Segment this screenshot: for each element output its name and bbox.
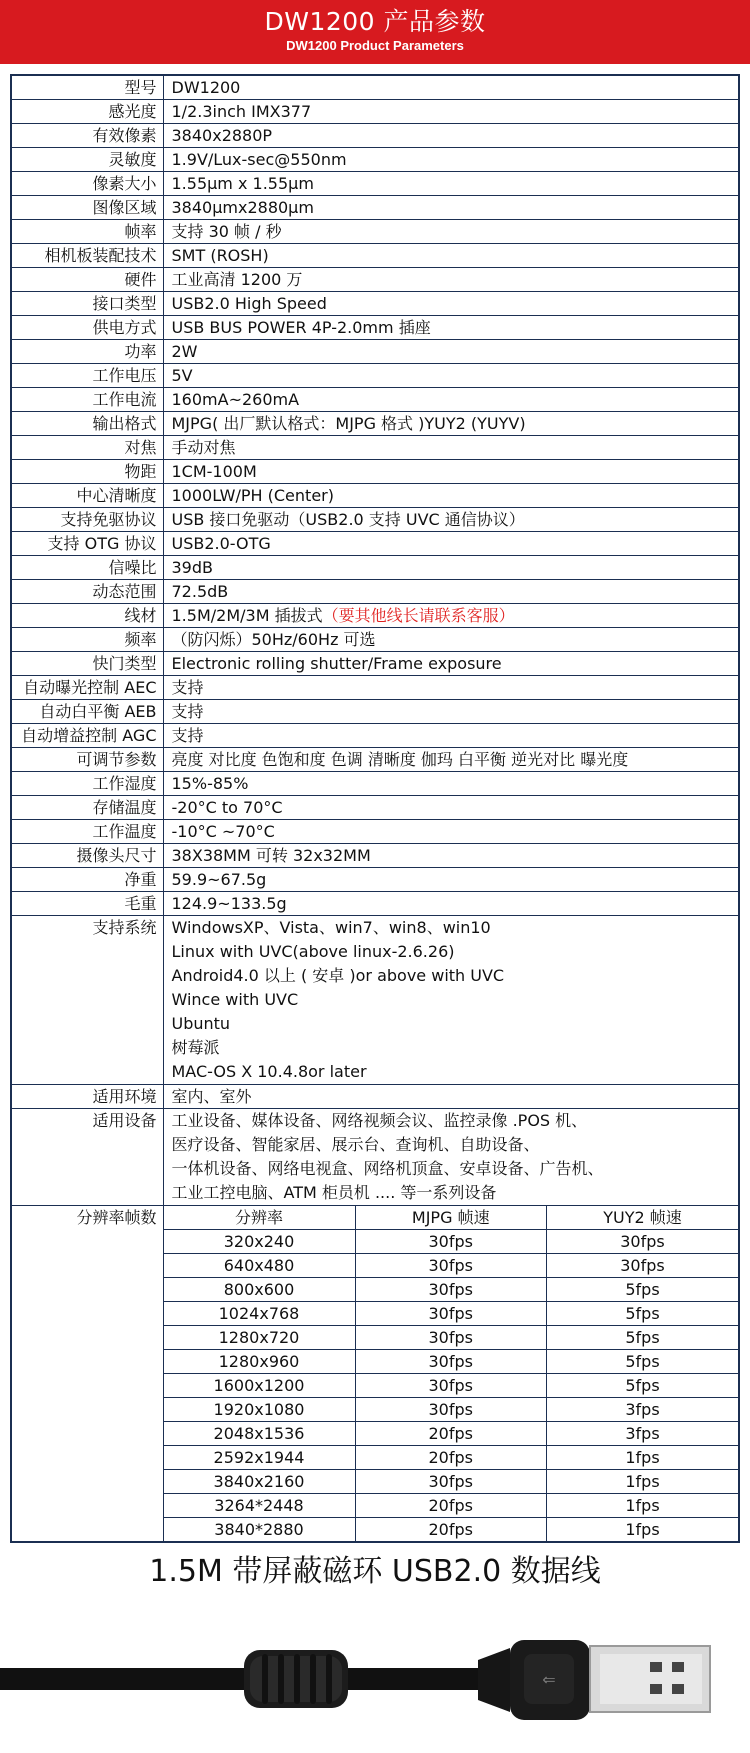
spec-label: 可调节参数 bbox=[11, 748, 163, 772]
resolution-cell: 20fps bbox=[355, 1494, 547, 1518]
spec-value: 3840x2880P bbox=[163, 124, 739, 148]
spec-value: Electronic rolling shutter/Frame exposure bbox=[163, 652, 739, 676]
spec-row bbox=[11, 844, 739, 868]
resolution-cell: 800x600 bbox=[164, 1278, 356, 1302]
resolution-cell: 30fps bbox=[355, 1326, 547, 1350]
spec-value: -20°C to 70°C bbox=[163, 796, 739, 820]
resolution-row bbox=[164, 1230, 739, 1254]
spec-value: 1.9V/Lux-sec@550nm bbox=[163, 148, 739, 172]
spec-value: 59.9~67.5g bbox=[163, 868, 739, 892]
spec-value: 1/2.3inch IMX377 bbox=[163, 100, 739, 124]
spec-value: USB2.0 High Speed bbox=[163, 292, 739, 316]
spec-label: 存储温度 bbox=[11, 796, 163, 820]
spec-label: 有效像素 bbox=[11, 124, 163, 148]
spec-value-line: MAC-OS X 10.4.8or later bbox=[171, 1062, 367, 1081]
spec-row bbox=[11, 628, 739, 652]
spec-row bbox=[11, 316, 739, 340]
wire-note: （要其他线长请联系客服） bbox=[322, 606, 515, 625]
spec-row bbox=[11, 556, 739, 580]
spec-label: 图像区域 bbox=[11, 196, 163, 220]
resolution-cell: 3840*2880 bbox=[164, 1518, 356, 1542]
spec-value-line: Wince with UVC bbox=[171, 990, 299, 1009]
spec-value-line: 医疗设备、智能家居、展示台、查询机、自助设备、 bbox=[171, 1135, 540, 1154]
resolution-row bbox=[164, 1350, 739, 1374]
spec-row bbox=[11, 508, 739, 532]
spec-row-systems bbox=[11, 916, 739, 1085]
spec-value: 亮度 对比度 色饱和度 色调 清晰度 伽玛 白平衡 逆光对比 曝光度 bbox=[163, 748, 739, 772]
spec-value: 124.9~133.5g bbox=[163, 892, 739, 916]
resolution-cell: 2048x1536 bbox=[164, 1422, 356, 1446]
spec-value: 手动对焦 bbox=[163, 436, 739, 460]
spec-label: 频率 bbox=[11, 628, 163, 652]
spec-value: 38X38MM 可转 32x32MM bbox=[163, 844, 739, 868]
spec-label: 动态范围 bbox=[11, 580, 163, 604]
resolution-row bbox=[164, 1398, 739, 1422]
spec-row bbox=[11, 868, 739, 892]
spec-value-line: Ubuntu bbox=[171, 1014, 231, 1033]
spec-value: 3840μmx2880μm bbox=[163, 196, 739, 220]
spec-row bbox=[11, 364, 739, 388]
spec-label: 信噪比 bbox=[11, 556, 163, 580]
spec-row bbox=[11, 388, 739, 412]
spec-row bbox=[11, 700, 739, 724]
spec-row bbox=[11, 436, 739, 460]
spec-value bbox=[163, 1109, 739, 1206]
spec-row bbox=[11, 172, 739, 196]
page-title: DW1200 产品参数 bbox=[264, 7, 486, 36]
svg-text:⇐: ⇐ bbox=[542, 1670, 556, 1689]
spec-row bbox=[11, 220, 739, 244]
spec-value: 15%-85% bbox=[163, 772, 739, 796]
spec-label: 输出格式 bbox=[11, 412, 163, 436]
spec-row bbox=[11, 532, 739, 556]
spec-value: 1000LW/PH (Center) bbox=[163, 484, 739, 508]
spec-label: 支持免驱协议 bbox=[11, 508, 163, 532]
resolution-row bbox=[164, 1278, 739, 1302]
resolution-cell: 30fps bbox=[355, 1278, 547, 1302]
spec-label: 工作电流 bbox=[11, 388, 163, 412]
spec-value: 2W bbox=[163, 340, 739, 364]
spec-row bbox=[11, 244, 739, 268]
resolution-cell: 640x480 bbox=[164, 1254, 356, 1278]
resolution-table bbox=[164, 1206, 739, 1541]
spec-value: （防闪烁）50Hz/60Hz 可选 bbox=[163, 628, 739, 652]
resolution-row bbox=[164, 1374, 739, 1398]
resolution-cell: 30fps bbox=[355, 1398, 547, 1422]
spec-label: 支持 OTG 协议 bbox=[11, 532, 163, 556]
spec-value: 支持 bbox=[163, 700, 739, 724]
spec-value: 39dB bbox=[163, 556, 739, 580]
spec-value: USB2.0-OTG bbox=[163, 532, 739, 556]
spec-value: -10°C ~70°C bbox=[163, 820, 739, 844]
resolution-cell: 30fps bbox=[355, 1374, 547, 1398]
resolution-cell: 5fps bbox=[547, 1374, 739, 1398]
resolution-cell: 30fps bbox=[547, 1230, 739, 1254]
spec-row bbox=[11, 412, 739, 436]
spec-label: 功率 bbox=[11, 340, 163, 364]
resolution-cell: 3264*2448 bbox=[164, 1494, 356, 1518]
resolution-cell: 5fps bbox=[547, 1350, 739, 1374]
spec-label: 供电方式 bbox=[11, 316, 163, 340]
spec-row bbox=[11, 580, 739, 604]
resolution-cell: 1920x1080 bbox=[164, 1398, 356, 1422]
spec-label: 工作温度 bbox=[11, 820, 163, 844]
spec-value: 室内、室外 bbox=[163, 1085, 739, 1109]
spec-value-line: 工业工控电脑、ATM 柜员机 .... 等一系列设备 bbox=[171, 1183, 497, 1202]
resolution-cell: 1280x720 bbox=[164, 1326, 356, 1350]
resolution-header: YUY2 帧速 bbox=[547, 1206, 739, 1230]
spec-row bbox=[11, 676, 739, 700]
spec-label: 适用设备 bbox=[11, 1109, 163, 1206]
spec-label: 适用环境 bbox=[11, 1085, 163, 1109]
spec-value: USB BUS POWER 4P-2.0mm 插座 bbox=[163, 316, 739, 340]
resolution-cell: 5fps bbox=[547, 1302, 739, 1326]
spec-row bbox=[11, 772, 739, 796]
spec-value: 160mA~260mA bbox=[163, 388, 739, 412]
spec-label: 快门类型 bbox=[11, 652, 163, 676]
resolution-row bbox=[164, 1518, 739, 1542]
spec-label: 毛重 bbox=[11, 892, 163, 916]
spec-row bbox=[11, 148, 739, 172]
resolution-cell: 1fps bbox=[547, 1518, 739, 1542]
spec-label: 自动曝光控制 AEC bbox=[11, 676, 163, 700]
spec-label: 帧率 bbox=[11, 220, 163, 244]
spec-row bbox=[11, 75, 739, 100]
spec-label: 支持系统 bbox=[11, 916, 163, 1085]
resolution-row bbox=[164, 1326, 739, 1350]
header-banner bbox=[0, 0, 750, 64]
spec-label: 摄像头尺寸 bbox=[11, 844, 163, 868]
spec-label: 中心清晰度 bbox=[11, 484, 163, 508]
spec-value: DW1200 bbox=[163, 75, 739, 100]
resolution-cell: 3fps bbox=[547, 1398, 739, 1422]
spec-label: 工作电压 bbox=[11, 364, 163, 388]
spec-value: 72.5dB bbox=[163, 580, 739, 604]
resolution-cell: 1600x1200 bbox=[164, 1374, 356, 1398]
spec-row bbox=[11, 484, 739, 508]
resolution-cell: 1fps bbox=[547, 1470, 739, 1494]
cable-caption: 1.5M 带屏蔽磁环 USB2.0 数据线 bbox=[149, 1554, 601, 1589]
resolution-cell: 1fps bbox=[547, 1446, 739, 1470]
spec-label: 灵敏度 bbox=[11, 148, 163, 172]
spec-value: USB 接口免驱动（USB2.0 支持 UVC 通信协议） bbox=[163, 508, 739, 532]
resolution-cell: 320x240 bbox=[164, 1230, 356, 1254]
spec-row bbox=[11, 1085, 739, 1109]
spec-label: 型号 bbox=[11, 75, 163, 100]
resolution-row bbox=[164, 1302, 739, 1326]
spec-value: 工业高清 1200 万 bbox=[163, 268, 739, 292]
spec-value: 1.55μm x 1.55μm bbox=[163, 172, 739, 196]
resolution-cell: 30fps bbox=[355, 1470, 547, 1494]
spec-value bbox=[163, 604, 739, 628]
spec-row bbox=[11, 100, 739, 124]
usb-cable-image bbox=[0, 1610, 750, 1753]
spec-row bbox=[11, 124, 739, 148]
spec-label: 线材 bbox=[11, 604, 163, 628]
spec-label: 自动白平衡 AEB bbox=[11, 700, 163, 724]
spec-value-line: WindowsXP、Vista、win7、win8、win10 bbox=[171, 918, 491, 937]
spec-value-line: 一体机设备、网络电视盒、网络机顶盒、安卓设备、广告机、 bbox=[171, 1159, 604, 1178]
resolution-cell: 30fps bbox=[547, 1254, 739, 1278]
spec-row bbox=[11, 196, 739, 220]
spec-label: 硬件 bbox=[11, 268, 163, 292]
resolution-row bbox=[164, 1254, 739, 1278]
spec-value: 支持 30 帧 / 秒 bbox=[163, 220, 739, 244]
resolution-row bbox=[164, 1470, 739, 1494]
spec-row bbox=[11, 268, 739, 292]
spec-row bbox=[11, 652, 739, 676]
spec-value-line: Android4.0 以上 ( 安卓 )or above with UVC bbox=[171, 966, 505, 985]
resolution-cell: 30fps bbox=[355, 1230, 547, 1254]
spec-value: 支持 bbox=[163, 676, 739, 700]
spec-value: 支持 bbox=[163, 724, 739, 748]
resolution-cell: 20fps bbox=[355, 1518, 547, 1542]
page-subtitle: DW1200 Product Parameters bbox=[286, 38, 464, 53]
resolution-cell: 20fps bbox=[355, 1446, 547, 1470]
spec-row bbox=[11, 292, 739, 316]
resolution-cell: 1fps bbox=[547, 1494, 739, 1518]
resolution-header-row bbox=[164, 1206, 739, 1230]
spec-value: 5V bbox=[163, 364, 739, 388]
resolution-cell: 30fps bbox=[355, 1302, 547, 1326]
resolution-row bbox=[164, 1446, 739, 1470]
spec-table bbox=[10, 74, 740, 1543]
spec-row-wire bbox=[11, 604, 739, 628]
resolution-header: MJPG 帧速 bbox=[355, 1206, 547, 1230]
resolution-cell: 3fps bbox=[547, 1422, 739, 1446]
resolution-cell: 1024x768 bbox=[164, 1302, 356, 1326]
resolution-cell: 2592x1944 bbox=[164, 1446, 356, 1470]
spec-label: 接口类型 bbox=[11, 292, 163, 316]
spec-value: MJPG( 出厂默认格式：MJPG 格式 )YUY2 (YUYV) bbox=[163, 412, 739, 436]
resolution-cell: 30fps bbox=[355, 1254, 547, 1278]
spec-row-devices bbox=[11, 1109, 739, 1206]
spec-row bbox=[11, 460, 739, 484]
spec-row bbox=[11, 340, 739, 364]
spec-row bbox=[11, 748, 739, 772]
spec-label: 自动增益控制 AGC bbox=[11, 724, 163, 748]
spec-label: 净重 bbox=[11, 868, 163, 892]
resolution-cell: 5fps bbox=[547, 1326, 739, 1350]
resolution-cell: 5fps bbox=[547, 1278, 739, 1302]
spec-value: 1CM-100M bbox=[163, 460, 739, 484]
spec-label: 对焦 bbox=[11, 436, 163, 460]
spec-value bbox=[163, 1206, 739, 1543]
spec-value-line: Linux with UVC(above linux-2.6.26) bbox=[171, 942, 455, 961]
spec-value-line: 树莓派 bbox=[171, 1038, 220, 1057]
spec-value bbox=[163, 916, 739, 1085]
spec-label: 分辨率帧数 bbox=[11, 1206, 163, 1543]
spec-row bbox=[11, 724, 739, 748]
resolution-row bbox=[164, 1422, 739, 1446]
spec-row bbox=[11, 796, 739, 820]
resolution-cell: 30fps bbox=[355, 1350, 547, 1374]
spec-value-line: 工业设备、媒体设备、网络视频会议、监控录像 .POS 机、 bbox=[171, 1111, 588, 1130]
spec-row bbox=[11, 892, 739, 916]
spec-row-resolution bbox=[11, 1206, 739, 1543]
spec-label: 相机板装配技术 bbox=[11, 244, 163, 268]
resolution-cell: 20fps bbox=[355, 1422, 547, 1446]
resolution-cell: 1280x960 bbox=[164, 1350, 356, 1374]
spec-label: 工作湿度 bbox=[11, 772, 163, 796]
spec-value: SMT (ROSH) bbox=[163, 244, 739, 268]
wire-value: 1.5M/2M/3M 插拔式 bbox=[171, 606, 323, 625]
spec-label: 像素大小 bbox=[11, 172, 163, 196]
resolution-header: 分辨率 bbox=[164, 1206, 356, 1230]
spec-row bbox=[11, 820, 739, 844]
resolution-row bbox=[164, 1494, 739, 1518]
spec-label: 物距 bbox=[11, 460, 163, 484]
spec-label: 感光度 bbox=[11, 100, 163, 124]
resolution-cell: 3840x2160 bbox=[164, 1470, 356, 1494]
